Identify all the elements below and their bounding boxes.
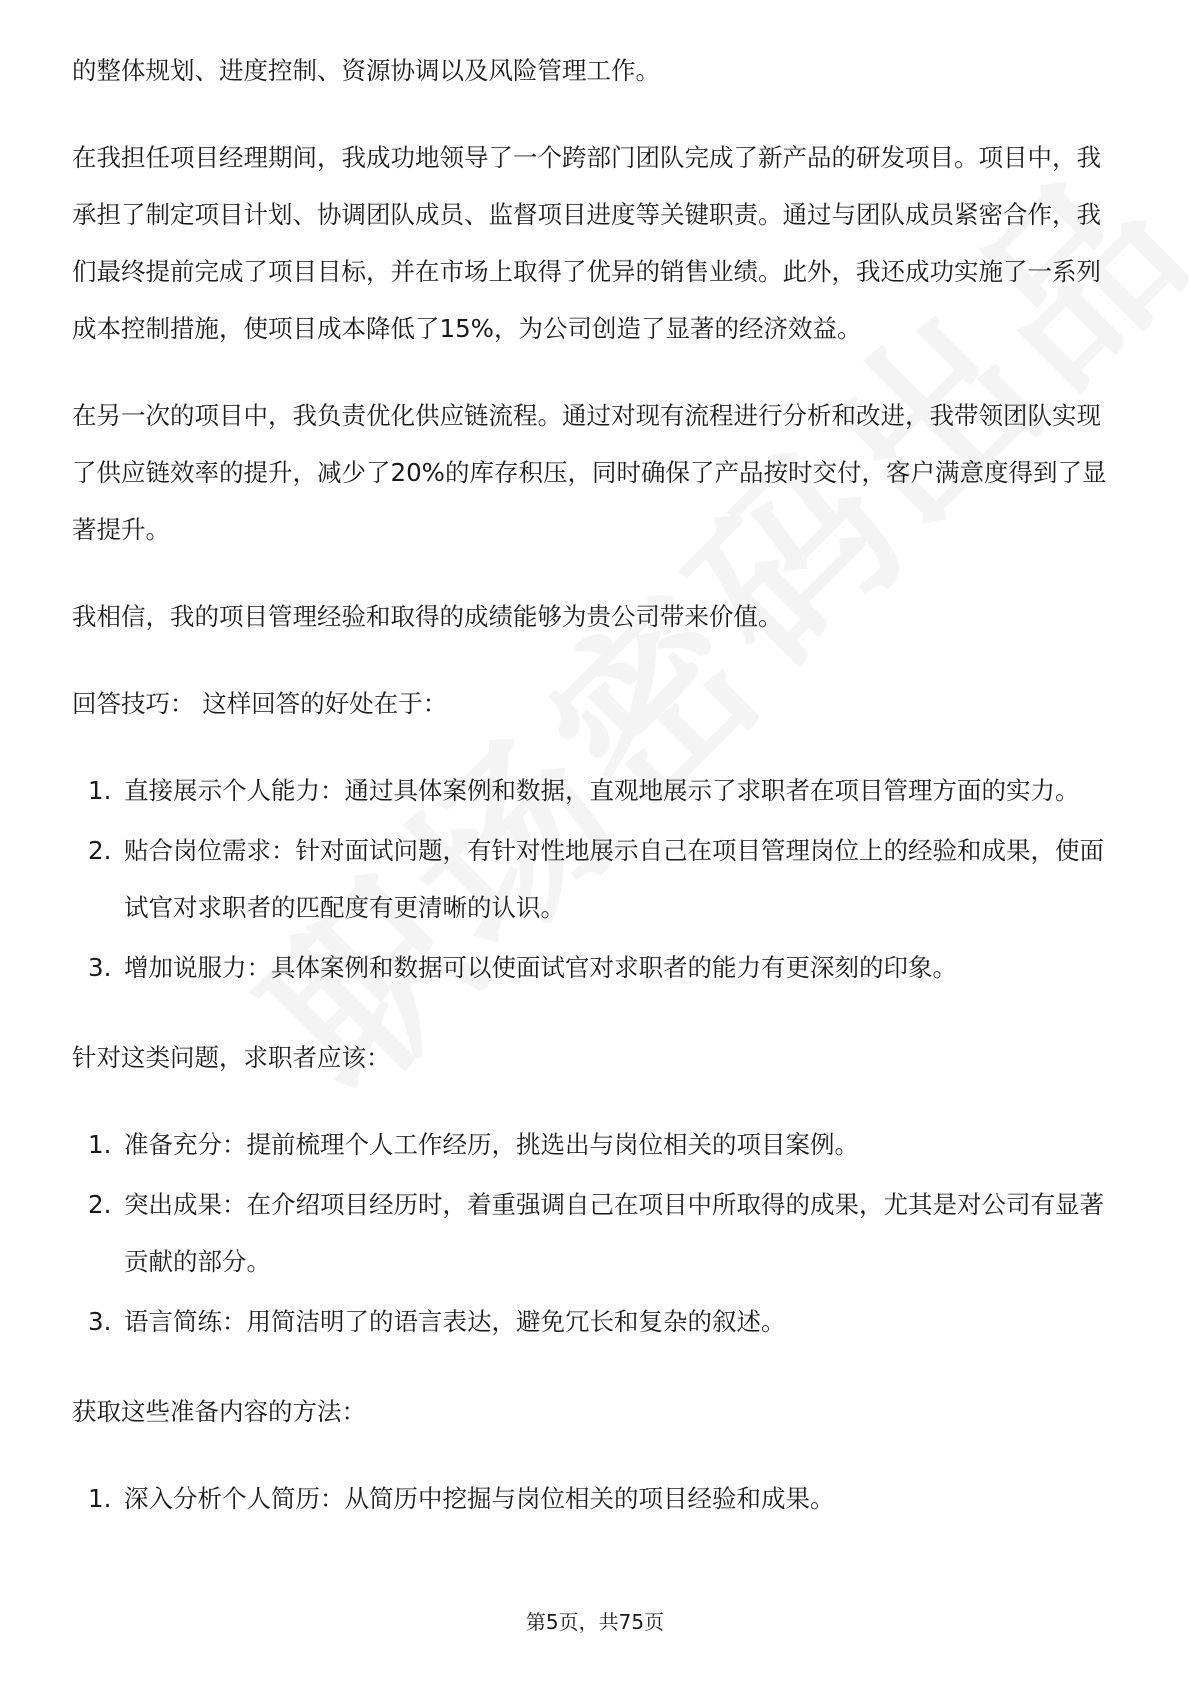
document-body — [72, 42, 1120, 1530]
list-item — [72, 822, 1120, 936]
paragraph-project-manager: 在我担任项目经理期间，我成功地领导了一个跨部门团队完成了新产品的研发项目。项目中，我承担了制定项目计划、协调团队成员、监督项目进度等关键职责。通过与团队成员紧密合作，我们最终提前完成了项目目标，并在市场上取得了优异的销售业绩。此外，我还成功实施了一系列成本控制措施，使项目成本降低了15%，为公司创造了显著的经济效益。 — [72, 143, 1101, 343]
list-item — [72, 1116, 1120, 1173]
list-item-text: 突出成果：在介绍项目经历时，着重强调自己在项目中所取得的成果，尤其是对公司有显著贡献的部分。 — [124, 1190, 1104, 1276]
list-item — [72, 1470, 1120, 1527]
list-number: 3. — [88, 953, 112, 982]
advice-list — [72, 1116, 1120, 1350]
tips-list — [72, 762, 1120, 996]
paragraph-closing: 我相信，我的项目管理经验和取得的成绩能够为贵公司带来价值。 — [72, 602, 783, 631]
list-number: 1. — [88, 1484, 112, 1513]
list-item — [72, 1293, 1120, 1350]
list-item-text: 准备充分：提前梳理个人工作经历，挑选出与岗位相关的项目案例。 — [124, 1130, 859, 1159]
tips-heading: 回答技巧： 这样回答的好处在于： — [72, 689, 448, 718]
list-item-text: 增加说服力：具体案例和数据可以使面试官对求职者的能力有更深刻的印象。 — [124, 953, 957, 982]
list-number: 1. — [88, 1130, 112, 1159]
list-number: 2. — [88, 836, 112, 865]
list-number: 1. — [88, 776, 112, 805]
list-item-text: 贴合岗位需求：针对面试问题，有针对性地展示自己在项目管理岗位上的经验和成果，使面试官对求职者的匹配度有更清晰的认识。 — [124, 836, 1104, 922]
list-item-text: 语言简练：用简洁明了的语言表达，避免冗长和复杂的叙述。 — [124, 1307, 786, 1336]
list-item-text: 直接展示个人能力：通过具体案例和数据，直观地展示了求职者在项目管理方面的实力。 — [124, 776, 1080, 805]
page-number: 第5页，共75页 — [525, 1610, 665, 1634]
list-item-text: 深入分析个人简历：从简历中挖掘与岗位相关的项目经验和成果。 — [124, 1484, 835, 1513]
list-item — [72, 939, 1120, 996]
paragraph-continuation: 的整体规划、进度控制、资源协调以及风险管理工作。 — [72, 56, 660, 85]
list-number: 3. — [88, 1307, 112, 1336]
methods-list — [72, 1470, 1120, 1527]
list-item — [72, 762, 1120, 819]
list-item — [72, 1176, 1120, 1290]
paragraph-supply-chain: 在另一次的项目中，我负责优化供应链流程。通过对现有流程进行分析和改进，我带领团队实现了供应链效率的提升，减少了20%的库存积压，同时确保了产品按时交付，客户满意度得到了显著提升。 — [72, 401, 1107, 544]
methods-heading: 获取这些准备内容的方法： — [72, 1397, 366, 1426]
advice-heading: 针对这类问题，求职者应该： — [72, 1043, 391, 1072]
list-number: 2. — [88, 1190, 112, 1219]
